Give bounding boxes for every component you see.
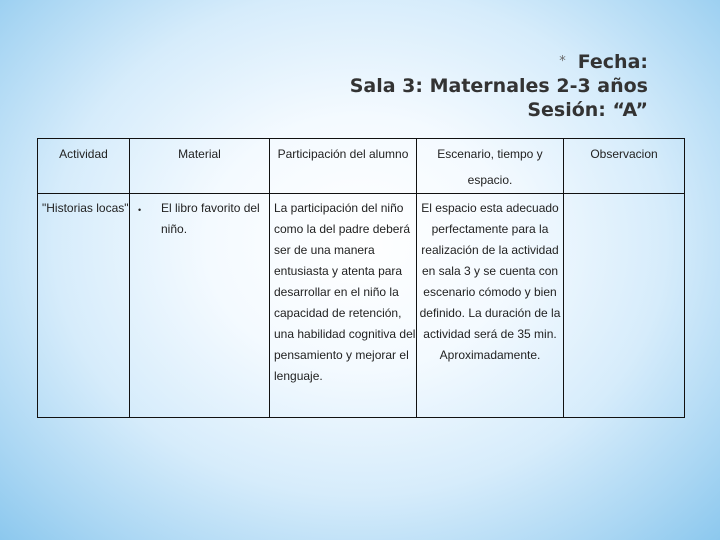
room-label: Sala 3: Maternales 2-3 años: [349, 75, 648, 97]
session-table: [37, 138, 685, 418]
slide-header: [350, 50, 648, 122]
header-participacion: Participación del alumno: [270, 139, 417, 194]
date-line: [350, 50, 648, 74]
bullet-icon: *: [559, 54, 566, 69]
table-header-row: [38, 139, 685, 194]
header-material: Material: [130, 139, 270, 194]
cell-participacion: La participación del niño como la del padre deberá ser de una manera entusiasta y atenta para desarrollar en el niño la capacidad de retención, una habilidad cognitiva del pensamiento y mejorar el lenguaje.: [270, 194, 417, 418]
header-actividad: Actividad: [38, 139, 130, 194]
date-label: Fecha:: [577, 51, 648, 73]
table-row: [38, 194, 685, 418]
header-escenario: Escenario, tiempo y espacio.: [417, 139, 564, 194]
cell-escenario: El espacio esta adecuado perfectamente para la realización de la actividad en sala 3 y se cuenta con escenario cómodo y bien definido. La duración de la actividad será de 35 min. Aproximadamente.: [417, 194, 564, 418]
header-observacion: Observacion: [564, 139, 685, 194]
cell-observacion: [564, 194, 685, 418]
bullet-icon: •: [138, 205, 142, 215]
cell-material: [130, 194, 270, 418]
material-text: El libro favorito del niño.: [161, 201, 260, 236]
session-label: Sesión: “A”: [527, 99, 648, 121]
cell-actividad: "Historias locas": [38, 194, 130, 418]
